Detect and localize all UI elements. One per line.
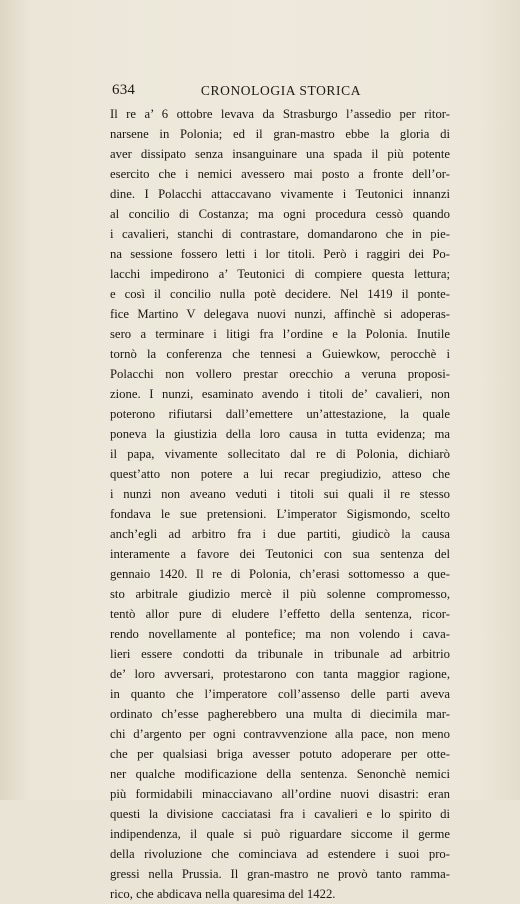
text-line: de’ loro avversari, protestarono con tanta maggior ragione, (110, 667, 450, 681)
text-line: più formidabili minacciavano all’ordine nuovi disastri: eran (110, 787, 450, 801)
text-line: della rivoluzione che cominciava ad estendere i suoi pro- (110, 847, 450, 861)
page-number: 634 (112, 82, 136, 98)
text-line: dine. I Polacchi attaccavano vivamente i Teutonici innanzi (110, 187, 450, 201)
text-line: lacchi impedirono a’ Teutonici di compiere questa lettura; (110, 267, 450, 281)
text-line: lieri essere condotti da tribunale in tribunale ad arbitrio (110, 647, 450, 661)
text-line: interamente a favore dei Teutonici con sua sentenza del (110, 547, 450, 561)
text-line: ordinato ch’esse pagherebbero una multa di diecimila mar- (110, 707, 450, 721)
text-line: sto arbitrale giudizio mercè il più solenne compromesso, (110, 587, 450, 601)
text-line: na sessione fossero letti i lor titoli. Però i raggiri dei Po- (110, 247, 450, 261)
running-title: CRONOLOGIA STORICA (200, 83, 362, 98)
page-header (112, 82, 450, 102)
text-line: e così il concilio nulla potè decidere. Nel 1419 il ponte- (110, 287, 450, 301)
text-line: sero a terminare i litigi fra l’ordine e la Polonia. Inutile (110, 327, 450, 341)
text-line: i cavalieri, stanchi di contrastare, domandarono che in pie- (110, 227, 450, 241)
text-line: il papa, vivamente sollecitato dal re di Polonia, dichiarò (110, 447, 450, 461)
text-line: poterono rifiutarsi dall’emettere un’attestazione, la quale (110, 407, 450, 421)
text-line: esercito che i nemici avessero mai posto a fronte dell’or- (110, 167, 450, 181)
text-line: che per qualsiasi briga avesser potuto adoperare per otte- (110, 747, 450, 761)
text-line: questi la divisione cacciatasi fra i cavalieri e lo spirito di (110, 807, 450, 821)
text-line: tornò la conferenza che tennesi a Guiewkow, perocchè i (110, 347, 450, 361)
text-line: rico, che abdicava nella quaresima del 1422. (110, 887, 336, 901)
text-line: gennaio 1420. Il re di Polonia, ch’erasi sottomesso a que- (110, 567, 450, 581)
text-line: zione. I nunzi, esaminato avendo i titoli de’ cavalieri, non (110, 387, 450, 401)
text-line: ner qualche modificazione della sentenza. Senonchè nemici (110, 767, 450, 781)
text-line: al concilio di Costanza; ma ogni procedura cessò quando (110, 207, 450, 221)
text-line: gressi nella Prussia. Il gran-mastro ne provò tanto ramma- (110, 867, 450, 881)
text-line: in quanto che l’imperatore coll’assenso delle parti aveva (110, 687, 450, 701)
text-line: Il re a’ 6 ottobre levava da Strasburgo l’assedio per ritor- (110, 107, 450, 121)
text-line: chi d’argento per ogni contravvenzione alla pace, non meno (110, 727, 450, 741)
text-line: anch’egli ad arbitro fra i due partiti, giudicò la causa (110, 527, 450, 541)
text-line: i nunzi non aveano veduti i titoli sui quali il re stesso (110, 487, 450, 501)
text-line: rendo novellamente al pontefice; ma non volendo i cava- (110, 627, 450, 641)
text-line: tentò allor pure di eludere l’effetto della sentenza, ricor- (110, 607, 450, 621)
text-line: indipendenza, il quale si può riguardare siccome il germe (110, 827, 450, 841)
text-line: Polacchi non vollero prestar orecchio a veruna proposi- (110, 367, 450, 381)
text-line: narsene in Polonia; ed il gran-mastro ebbe la gloria di (110, 127, 450, 141)
text-line: poneva la giustizia della loro causa in tutta evidenza; ma (110, 427, 450, 441)
text-line: fondava le sue pretensioni. L’imperator Sigismondo, scelto (110, 507, 450, 521)
text-line: quest’atto non potere a lui recar pregiudizio, atteso che (110, 467, 450, 481)
text-line: aver dissipato senza insanguinare una spada il più potente (110, 147, 450, 161)
text-line: fice Martino V delegava nuovi nunzi, affinchè si adoperas- (110, 307, 450, 321)
body-text (110, 104, 450, 904)
